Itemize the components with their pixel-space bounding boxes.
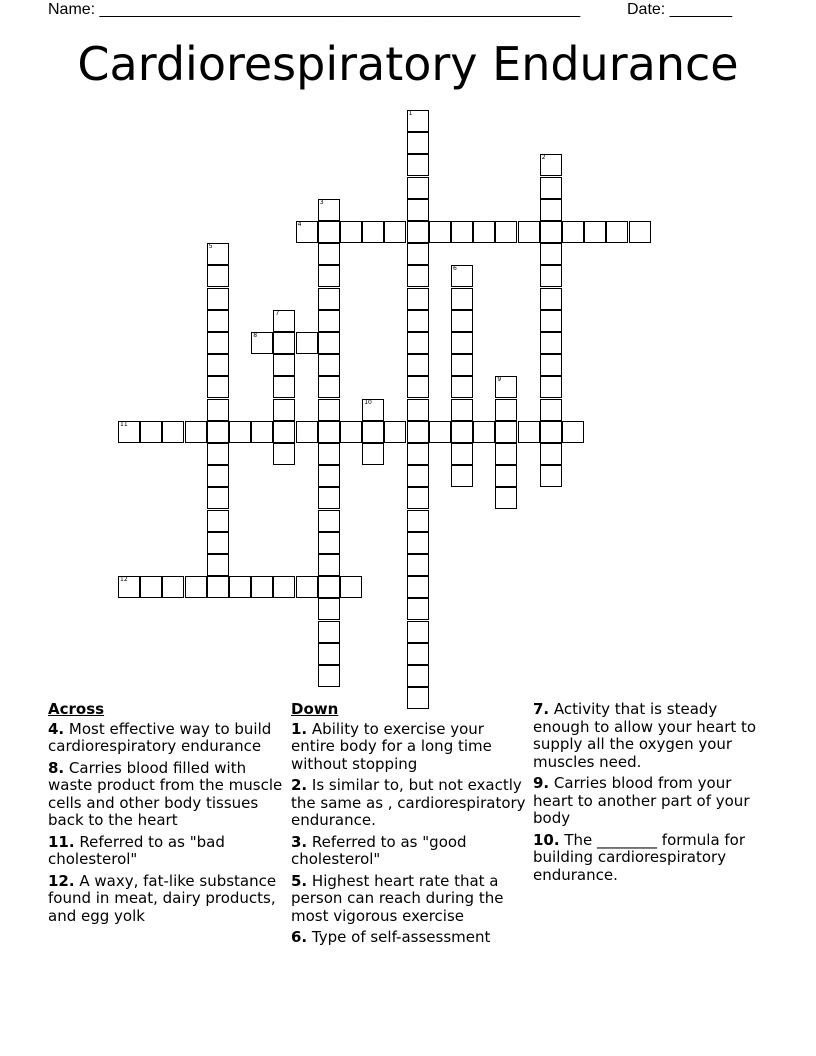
crossword-cell[interactable] (407, 332, 429, 354)
crossword-cell[interactable] (407, 621, 429, 643)
crossword-cell[interactable] (273, 376, 295, 398)
crossword-cell[interactable] (318, 399, 340, 421)
crossword-cell[interactable] (318, 332, 340, 354)
clue-number-label: 5 (208, 243, 213, 251)
clue-item (48, 834, 284, 869)
clue-number-label: 9 (497, 376, 502, 384)
crossword-cell[interactable] (451, 421, 473, 443)
clue-number-label: 11 (120, 420, 128, 428)
crossword-cell[interactable] (495, 376, 517, 398)
clue-number: 12. (48, 871, 75, 890)
crossword-cell[interactable] (207, 332, 229, 354)
crossword-cell[interactable] (318, 221, 340, 243)
crossword-cell[interactable] (273, 332, 295, 354)
crossword-cell[interactable] (207, 288, 229, 310)
crossword-cell[interactable] (540, 443, 562, 465)
clue-text: Is similar to, but not exactly the same as , cardiorespiratory endurance. (291, 776, 526, 829)
crossword-cell[interactable] (451, 376, 473, 398)
crossword-cell[interactable] (451, 265, 473, 287)
clue-number-label: 12 (120, 576, 128, 584)
clue-number-label: 6 (453, 265, 457, 273)
crossword-cell[interactable] (140, 421, 162, 443)
crossword-cell[interactable] (318, 554, 340, 576)
crossword-cell[interactable] (540, 376, 562, 398)
crossword-cell[interactable] (407, 288, 429, 310)
crossword-cell[interactable] (318, 510, 340, 532)
crossword-cell[interactable] (407, 177, 429, 199)
crossword-cell[interactable] (518, 421, 540, 443)
clues-column-1 (48, 701, 284, 929)
clue-number: 6. (291, 928, 308, 946)
crossword-cell[interactable] (384, 421, 406, 443)
crossword-cell[interactable] (207, 310, 229, 332)
clue-item (291, 777, 527, 830)
crossword-cell[interactable] (318, 532, 340, 554)
crossword-cell[interactable] (407, 199, 429, 221)
crossword-cell[interactable] (407, 310, 429, 332)
crossword-cell[interactable] (362, 443, 384, 465)
crossword-cell[interactable] (273, 443, 295, 465)
crossword-cell[interactable] (518, 221, 540, 243)
crossword-cell[interactable] (362, 221, 384, 243)
crossword-cell[interactable] (451, 399, 473, 421)
clue-item (291, 834, 527, 869)
clue-text: Activity that is steady enough to allow your heart to supply all the oxygen your muscles need. (533, 700, 757, 771)
crossword-cell[interactable] (207, 265, 229, 287)
crossword-cell[interactable] (407, 643, 429, 665)
crossword-cell[interactable] (407, 443, 429, 465)
crossword-cell[interactable] (540, 265, 562, 287)
crossword-cell[interactable] (340, 576, 362, 598)
clues-column-3 (533, 701, 769, 888)
crossword-cell[interactable] (318, 443, 340, 465)
crossword-cell[interactable] (407, 665, 429, 687)
crossword-cell[interactable] (540, 221, 562, 243)
crossword-cell[interactable] (540, 154, 562, 176)
page-title: Cardiorespiratory Endurance (77, 37, 739, 91)
crossword-cell[interactable] (162, 576, 184, 598)
name-field-label: Name: ______________________________________________________ (48, 1, 581, 18)
crossword-cell[interactable] (207, 399, 229, 421)
crossword-cell[interactable] (318, 643, 340, 665)
crossword-cell[interactable] (296, 421, 318, 443)
crossword-cell[interactable] (296, 332, 318, 354)
clue-number-label: 8 (253, 332, 258, 339)
crossword-cell[interactable] (451, 288, 473, 310)
crossword-cell[interactable] (207, 465, 229, 487)
crossword-cell[interactable] (540, 310, 562, 332)
crossword-cell[interactable] (407, 243, 429, 265)
crossword-cell[interactable] (407, 265, 429, 287)
clue-number-label: 1 (408, 110, 413, 117)
crossword-cell[interactable] (362, 399, 384, 421)
crossword-cell[interactable] (140, 576, 162, 598)
crossword-cell[interactable] (407, 421, 429, 443)
crossword-cell[interactable] (540, 465, 562, 487)
clue-number-label: 10 (364, 398, 372, 406)
crossword-cell[interactable] (495, 487, 517, 509)
crossword-cell[interactable] (429, 221, 451, 243)
crossword-cell[interactable] (407, 399, 429, 421)
crossword-cell[interactable] (207, 376, 229, 398)
clue-number-label: 3 (319, 198, 324, 206)
crossword-cell[interactable] (318, 243, 340, 265)
crossword-cell[interactable] (540, 421, 562, 443)
crossword-cell[interactable] (451, 354, 473, 376)
crossword-cell[interactable] (540, 399, 562, 421)
crossword-cell[interactable] (318, 421, 340, 443)
crossword-cell[interactable] (495, 399, 517, 421)
crossword-cell[interactable] (251, 332, 273, 354)
clue-number: 7. (533, 700, 550, 718)
clue-text: Referred to as "good cholesterol" (291, 832, 467, 868)
crossword-cell[interactable] (495, 421, 517, 443)
crossword-cell[interactable] (273, 576, 295, 598)
crossword-cell[interactable] (207, 576, 229, 598)
crossword-cell[interactable] (318, 288, 340, 310)
clue-item (533, 701, 769, 771)
crossword-cell[interactable] (118, 421, 140, 443)
crossword-cell[interactable] (562, 421, 584, 443)
crossword-cell[interactable] (495, 443, 517, 465)
crossword-cell[interactable] (629, 221, 651, 243)
crossword-cell[interactable] (207, 243, 229, 265)
crossword-cell[interactable] (318, 465, 340, 487)
clue-item (533, 775, 769, 828)
crossword-cell[interactable] (429, 421, 451, 443)
crossword-cell[interactable] (362, 421, 384, 443)
clue-text: Ability to exercise your entire body for a long time without stopping (291, 719, 492, 773)
crossword-cell[interactable] (451, 465, 473, 487)
crossword-cell[interactable] (118, 576, 140, 598)
crossword-cell[interactable] (407, 354, 429, 376)
clue-number: 4. (48, 719, 65, 738)
clue-item (291, 929, 527, 947)
crossword-cell[interactable] (318, 487, 340, 509)
clue-text: Carries blood filled with waste product from the muscle cells and other body tissues back to the heart (48, 758, 283, 829)
crossword-cell[interactable] (562, 221, 584, 243)
crossword-cell[interactable] (318, 576, 340, 598)
crossword-cell[interactable] (384, 221, 406, 243)
clue-item (291, 721, 527, 774)
down-heading: Down (291, 700, 339, 718)
crossword-cell[interactable] (451, 221, 473, 243)
crossword-cell[interactable] (407, 376, 429, 398)
crossword-cell[interactable] (495, 465, 517, 487)
clues-column-2 (291, 701, 527, 951)
crossword-cell[interactable] (318, 199, 340, 221)
crossword-cell[interactable] (540, 199, 562, 221)
clue-number-label: 4 (297, 221, 302, 228)
across-heading: Across (48, 700, 105, 718)
crossword-cell[interactable] (540, 354, 562, 376)
crossword-cell[interactable] (207, 532, 229, 554)
clue-item (48, 721, 284, 756)
crossword-cell[interactable] (495, 221, 517, 243)
clue-number: 5. (291, 871, 308, 890)
crossword-cell[interactable] (251, 576, 273, 598)
crossword-cell[interactable] (318, 265, 340, 287)
crossword-cell[interactable] (407, 487, 429, 509)
clue-item (291, 873, 527, 926)
crossword-cell[interactable] (229, 421, 251, 443)
crossword-cell[interactable] (407, 154, 429, 176)
crossword-cell[interactable] (162, 421, 184, 443)
crossword-cell[interactable] (473, 221, 495, 243)
crossword-cell[interactable] (407, 510, 429, 532)
crossword-cell[interactable] (207, 443, 229, 465)
crossword-cell[interactable] (407, 465, 429, 487)
crossword-cell[interactable] (407, 576, 429, 598)
crossword-cell[interactable] (296, 576, 318, 598)
crossword-cell[interactable] (407, 132, 429, 154)
crossword-cell[interactable] (207, 421, 229, 443)
clue-item (533, 832, 769, 885)
crossword-cell[interactable] (207, 487, 229, 509)
crossword-cell[interactable] (318, 354, 340, 376)
crossword-cell[interactable] (407, 554, 429, 576)
clue-text: Referred to as "bad cholesterol" (48, 832, 225, 868)
clue-number: 10. (533, 830, 560, 849)
clue-text: Most effective way to build cardiorespiratory endurance (48, 719, 272, 755)
crossword-cell[interactable] (340, 221, 362, 243)
clue-text: A waxy, fat-like substance found in meat, dairy products, and egg yolk (48, 871, 277, 925)
crossword-cell[interactable] (407, 598, 429, 620)
crossword-cell[interactable] (584, 221, 606, 243)
crossword-cell[interactable] (273, 310, 295, 332)
clue-text: Carries blood from your heart to another part of your body (533, 774, 750, 827)
clue-number: 3. (291, 832, 308, 851)
clue-number: 9. (533, 774, 550, 792)
clue-text: Highest heart rate that a person can reach during the most vigorous exercise (291, 871, 504, 925)
crossword-cell[interactable] (318, 665, 340, 687)
crossword-cell[interactable] (207, 510, 229, 532)
clue-number-label: 2 (541, 154, 546, 162)
crossword-cell[interactable] (273, 421, 295, 443)
crossword-cell[interactable] (318, 376, 340, 398)
clue-text: The ________ formula for building cardiorespiratory endurance. (533, 830, 746, 884)
crossword-cell[interactable] (318, 310, 340, 332)
crossword-cell[interactable] (207, 554, 229, 576)
crossword-cell[interactable] (540, 177, 562, 199)
crossword-cell[interactable] (185, 421, 207, 443)
crossword-cell[interactable] (229, 576, 251, 598)
date-field-label: Date: _______ (627, 1, 732, 18)
crossword-cell[interactable] (451, 310, 473, 332)
clue-text: Type of self-assessment (311, 928, 491, 946)
crossword-cell[interactable] (185, 576, 207, 598)
crossword-cell[interactable] (407, 532, 429, 554)
clue-number: 11. (48, 832, 75, 851)
crossword-cell[interactable] (273, 354, 295, 376)
crossword-cell[interactable] (540, 243, 562, 265)
clue-number-label: 7 (275, 309, 280, 317)
clue-number: 8. (48, 758, 65, 777)
crossword-cell[interactable] (407, 110, 429, 132)
crossword-cell[interactable] (318, 598, 340, 620)
crossword-cell[interactable] (207, 354, 229, 376)
crossword-cell[interactable] (540, 288, 562, 310)
crossword-cell[interactable] (251, 421, 273, 443)
crossword-cell[interactable] (340, 421, 362, 443)
crossword-cell[interactable] (451, 332, 473, 354)
clue-number: 1. (291, 719, 308, 738)
crossword-cell[interactable] (273, 399, 295, 421)
crossword-cell[interactable] (451, 443, 473, 465)
clue-item (48, 760, 284, 830)
crossword-cell[interactable] (407, 221, 429, 243)
crossword-cell[interactable] (606, 221, 628, 243)
crossword-cell[interactable] (473, 421, 495, 443)
clue-number: 2. (291, 776, 308, 794)
clue-item (48, 873, 284, 926)
crossword-cell[interactable] (540, 332, 562, 354)
crossword-cell[interactable] (318, 621, 340, 643)
crossword-cell[interactable] (296, 221, 318, 243)
